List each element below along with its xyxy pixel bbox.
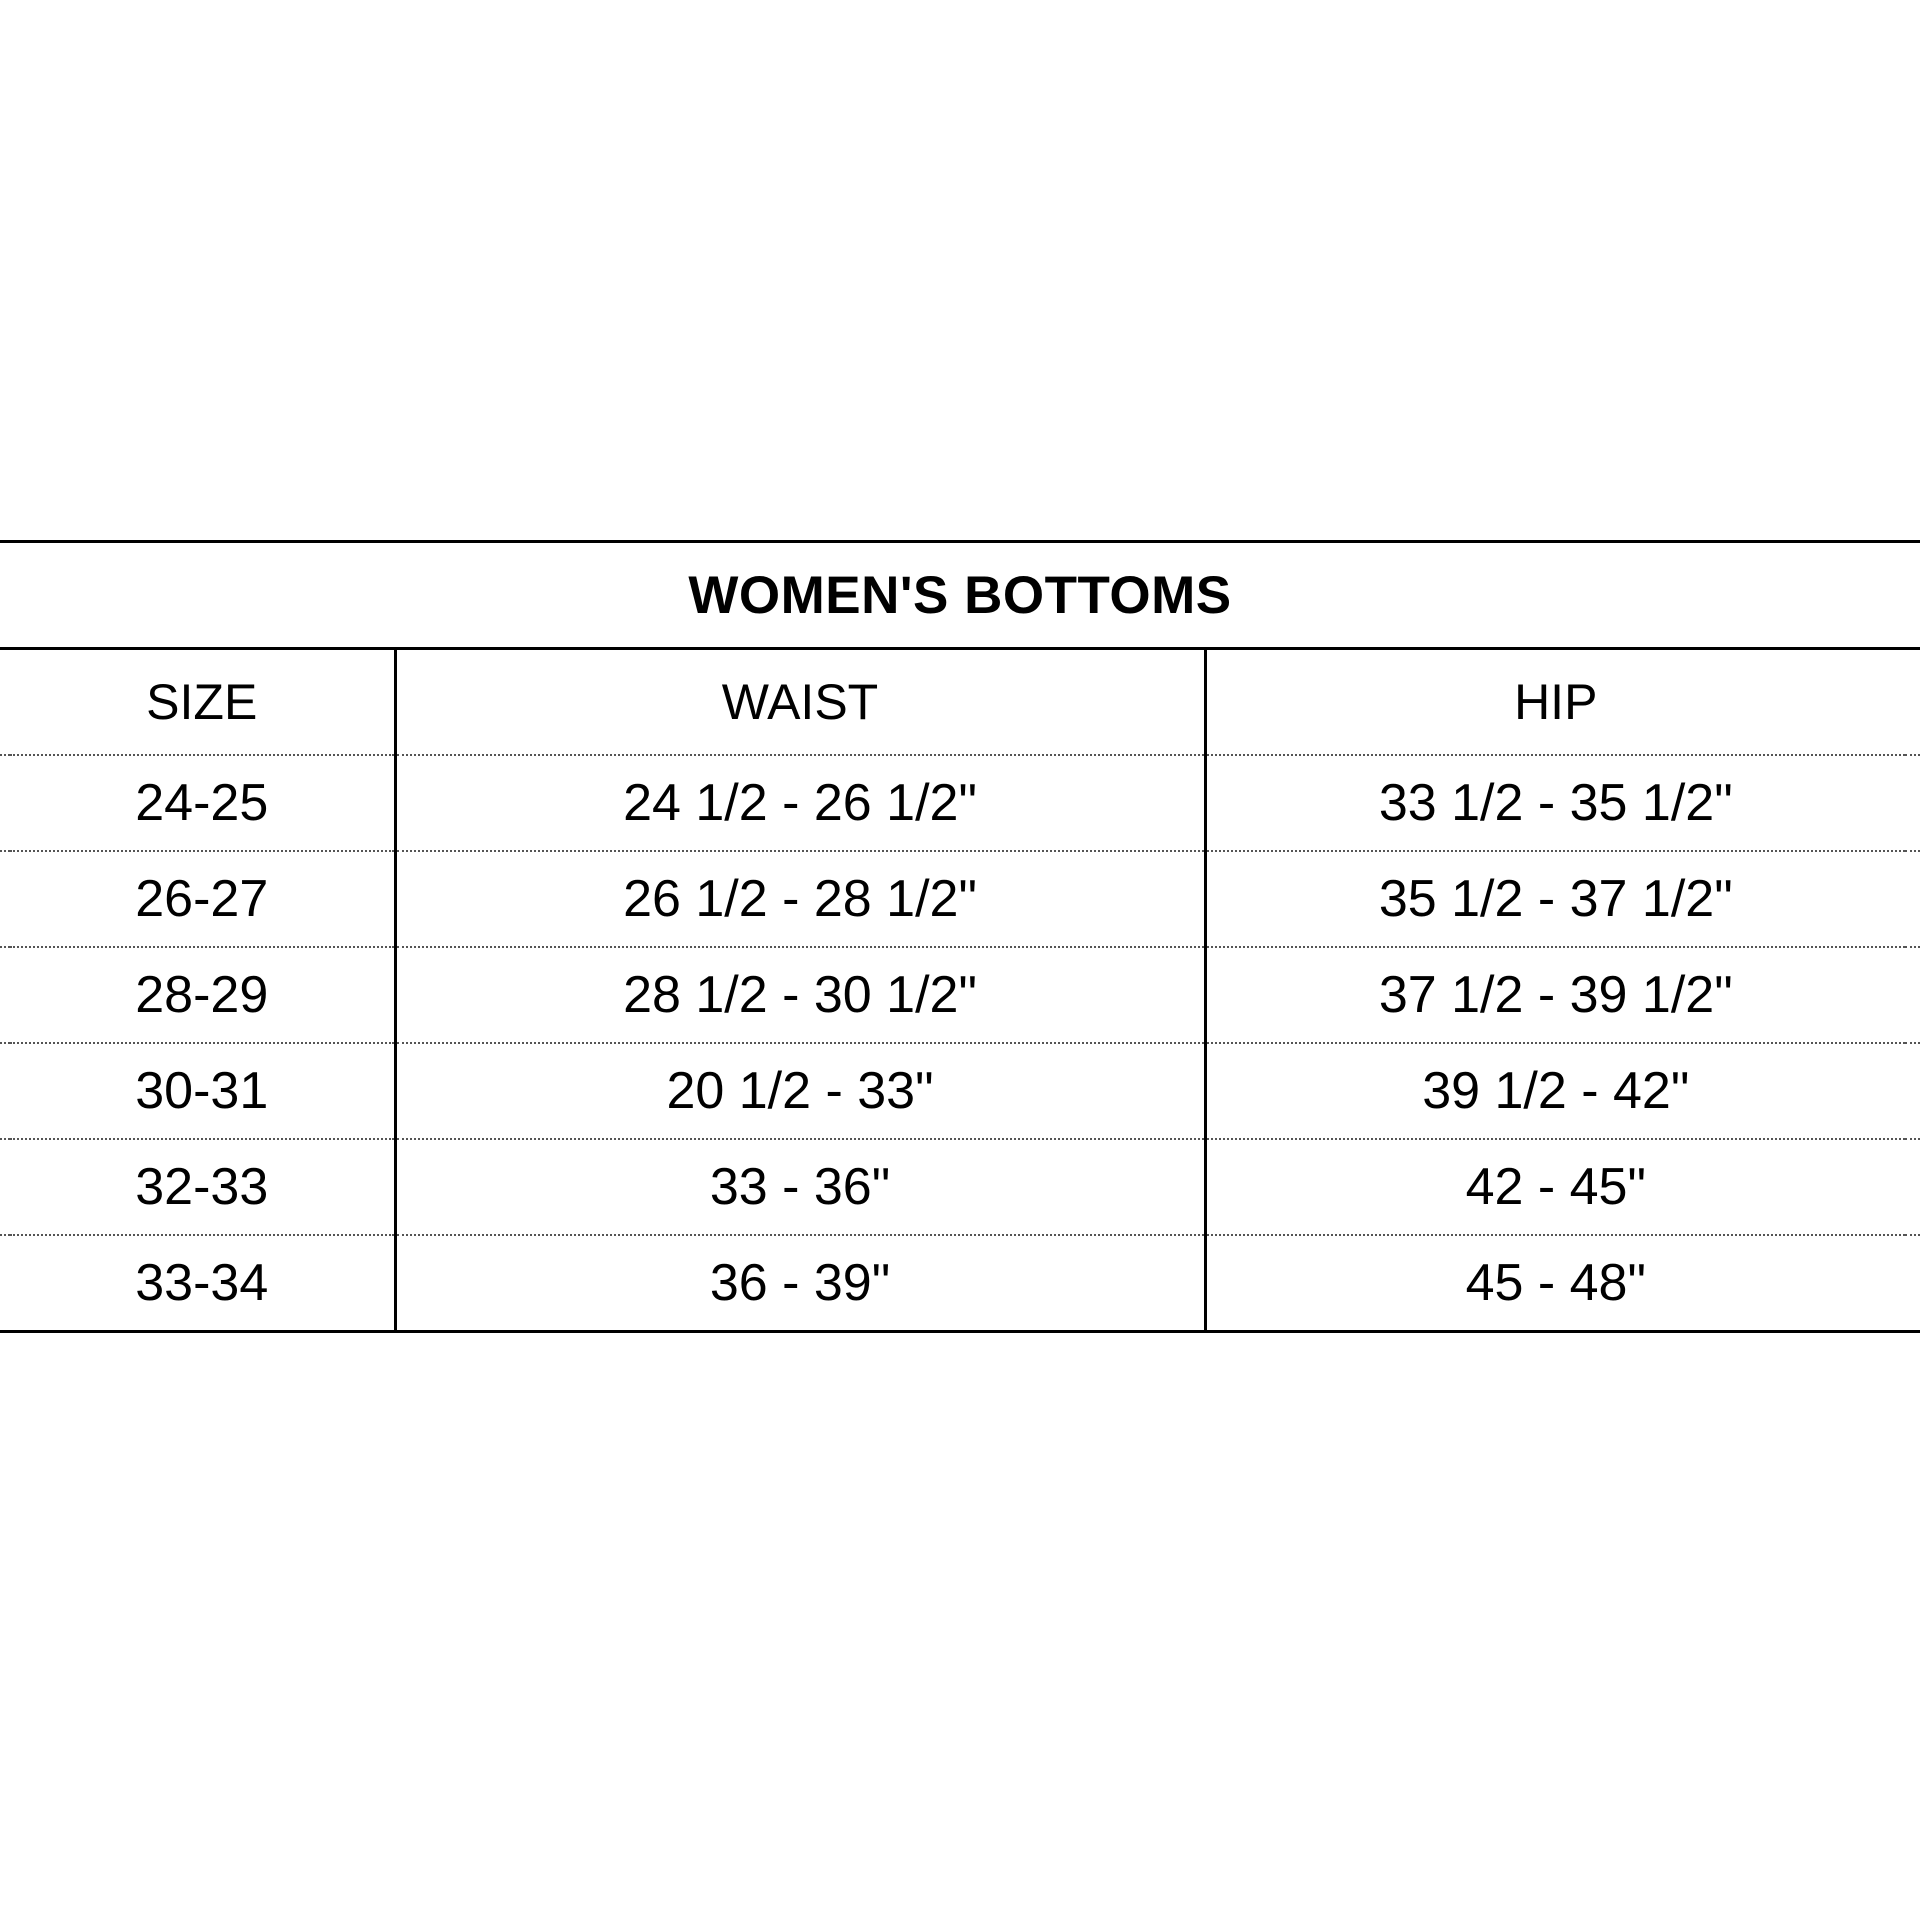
cell-hip: 39 1/2 - 42"	[1205, 1043, 1905, 1139]
cell-hip: 33 1/2 - 35 1/2"	[1205, 755, 1905, 851]
row-edge-left	[0, 947, 10, 1043]
header-edge-right	[1905, 649, 1920, 756]
table-row	[0, 1235, 1920, 1332]
cell-size: 28-29	[10, 947, 395, 1043]
row-edge-left	[0, 755, 10, 851]
size-chart-sheet	[0, 540, 1920, 1333]
cell-hip: 37 1/2 - 39 1/2"	[1205, 947, 1905, 1043]
row-edge-right	[1905, 1043, 1920, 1139]
page-title: WOMEN'S BOTTOMS	[0, 542, 1920, 649]
cell-waist: 28 1/2 - 30 1/2"	[395, 947, 1205, 1043]
row-edge-right	[1905, 851, 1920, 947]
column-header-waist: WAIST	[395, 649, 1205, 756]
column-header-size: SIZE	[10, 649, 395, 756]
table-header-row	[0, 649, 1920, 756]
row-edge-left	[0, 1139, 10, 1235]
cell-waist: 20 1/2 - 33"	[395, 1043, 1205, 1139]
table-row	[0, 851, 1920, 947]
cell-hip: 42 - 45"	[1205, 1139, 1905, 1235]
table-row	[0, 1043, 1920, 1139]
table-row	[0, 947, 1920, 1043]
cell-size: 32-33	[10, 1139, 395, 1235]
cell-waist: 33 - 36"	[395, 1139, 1205, 1235]
size-chart-table	[0, 540, 1920, 1333]
table-row	[0, 755, 1920, 851]
cell-size: 33-34	[10, 1235, 395, 1332]
cell-size: 26-27	[10, 851, 395, 947]
cell-hip: 35 1/2 - 37 1/2"	[1205, 851, 1905, 947]
cell-size: 24-25	[10, 755, 395, 851]
row-edge-right	[1905, 755, 1920, 851]
row-edge-right	[1905, 1235, 1920, 1332]
cell-hip: 45 - 48"	[1205, 1235, 1905, 1332]
row-edge-left	[0, 1043, 10, 1139]
column-header-hip: HIP	[1205, 649, 1905, 756]
cell-waist: 26 1/2 - 28 1/2"	[395, 851, 1205, 947]
cell-waist: 36 - 39"	[395, 1235, 1205, 1332]
row-edge-right	[1905, 947, 1920, 1043]
row-edge-right	[1905, 1139, 1920, 1235]
table-title-row	[0, 542, 1920, 649]
cell-waist: 24 1/2 - 26 1/2"	[395, 755, 1205, 851]
header-edge-left	[0, 649, 10, 756]
table-row	[0, 1139, 1920, 1235]
cell-size: 30-31	[10, 1043, 395, 1139]
row-edge-left	[0, 1235, 10, 1332]
row-edge-left	[0, 851, 10, 947]
